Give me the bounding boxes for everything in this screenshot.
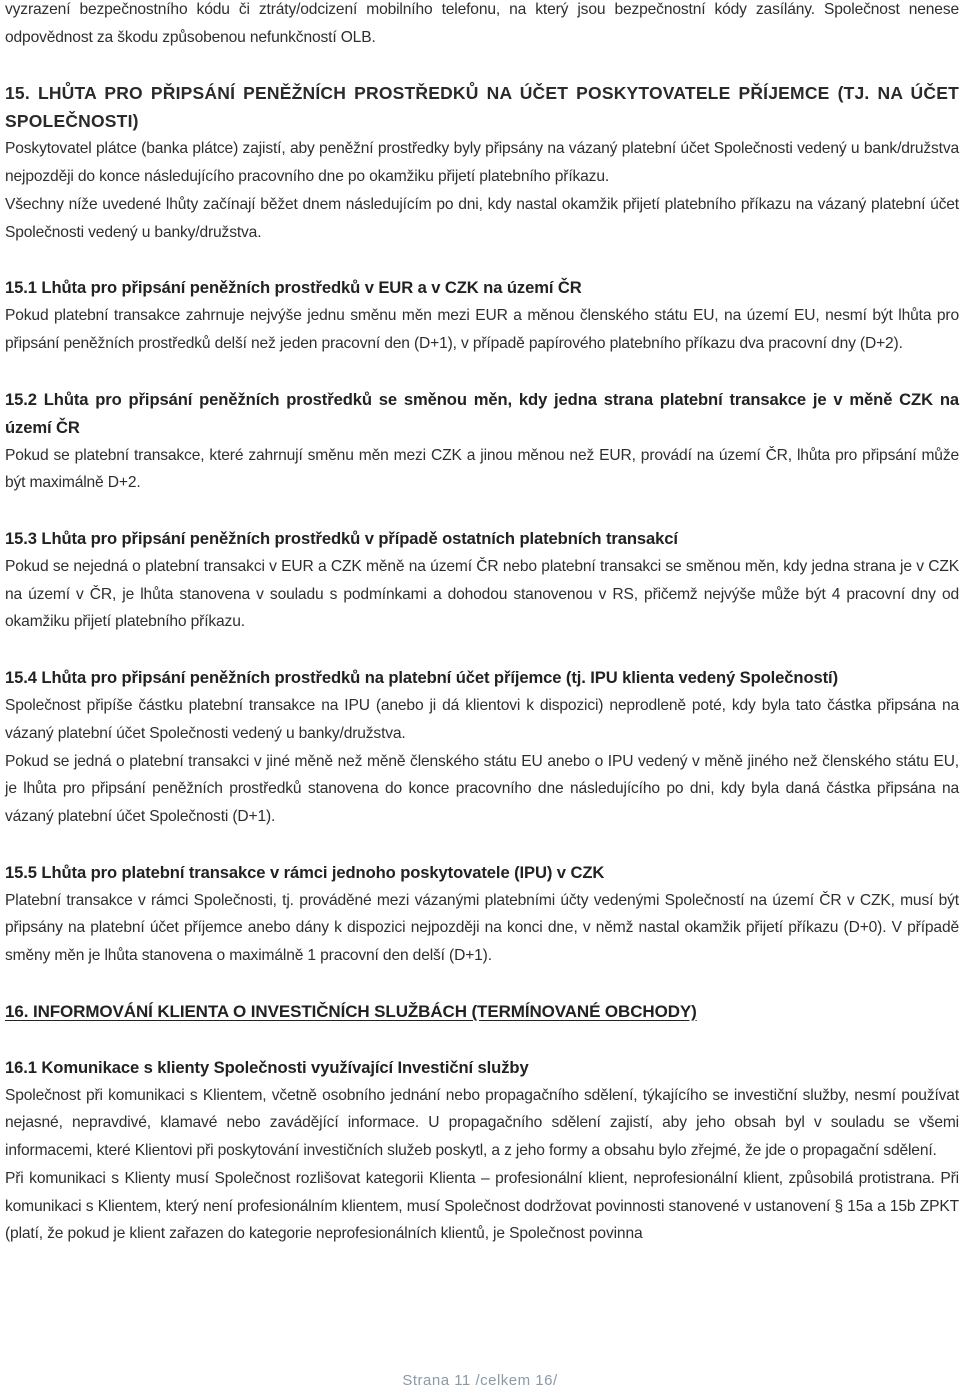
section-15-heading: 15. LHŮTA PRO PŘIPSÁNÍ PENĚŽNÍCH PROSTŘEDKŮ NA ÚČET POSKYTOVATELE PŘÍJEMCE (TJ. NA ÚČET SPOLEČNOSTI) [5, 83, 959, 132]
section-15-paragraph-2: Všechny níže uvedené lhůty začínají běžet dnem následujícím po dni, kdy nastal okamžik přijetí platebního příkazu na vázaný platební účet Společnosti vedený u banky/družstva. [5, 195, 959, 241]
spacer [5, 831, 959, 859]
section-16-1-heading: 16.1 Komunikace s klienty Společnosti využívající Investiční služby [5, 1057, 529, 1077]
section-15-3-heading: 15.3 Lhůta pro připsání peněžních prostředků v případě ostatních platebních transakcí [5, 529, 678, 549]
document-page [5, 0, 959, 1248]
section-16-1-paragraph-2: Při komunikaci s Klienty musí Společnost rozlišovat kategorii Klienta – profesionální klient, neprofesionální klient, způsobilá protistrana. Při komunikaci s Klientem, který není profesionálním klientem, musí Společnost dodržovat povinnosti stanovené v ustanovení § 15a a 15b ZPKT (platí, že pokud je klient zařazen do kategorie neprofesionálních klientů, je Společnost povinna [5, 1169, 959, 1243]
section-15-1-paragraph: Pokud platební transakce zahrnuje nejvýše jednu směnu měn mezi EUR a měnou členského státu EU, na území EU, nesmí být lhůta pro připsání peněžních prostředků delší než jeden pracovní den (D+1), v případě papírového platebního příkazu dva pracovní dny (D+2). [5, 307, 959, 352]
section-15-2-paragraph: Pokud se platební transakce, které zahrnují směnu měn mezi CZK a jinou měnou než EUR, provádí na území ČR, lhůta pro připsání může být maximálně D+2. [5, 446, 959, 492]
spacer [5, 636, 959, 664]
spacer [5, 1026, 959, 1054]
section-15-2-heading: 15.2 Lhůta pro připsání peněžních prostředků se směnou měn, kdy jedna strana platební transakce je v měně CZK na území ČR [5, 389, 959, 437]
section-16-heading: 16. INFORMOVÁNÍ KLIENTA O INVESTIČNÍCH SLUŽBÁCH (TERMÍNOVANÉ OBCHODY) [5, 1001, 697, 1021]
spacer [5, 970, 959, 998]
spacer [5, 246, 959, 274]
section-15-4-paragraph-2: Pokud se jedná o platební transakci v jiné měně než měně členského státu EU anebo o IPU vedený v měně jiného než členského státu EU, je lhůta pro připsání peněžních prostředků stanovena do konce pracovního dne následujícího po dni, kdy byla daná částka připsána na vázaný platební účet Společnosti (D+1). [5, 752, 959, 825]
intro-paragraph: vyzrazení bezpečnostního kódu či ztráty/odcizení mobilního telefonu, na který jsou bezpečnostní kódy zasílány. Společnost nenese odpovědnost za škodu způsobenou nefunkčností OLB. [5, 1, 959, 46]
page-number-footer: Strana 11 /celkem 16/ [402, 1372, 558, 1389]
spacer [5, 51, 959, 79]
section-15-5-paragraph: Platební transakce v rámci Společnosti, tj. prováděné mezi vázanými platebními účty vedenými Společností na území ČR v CZK, musí být připsány na platební účet příjemce anebo dány k dispozici nejpozději na konci dne, v němž nastal okamžik přijetí příkazu (D+0). V případě směny měn je lhůta stanovena o maximálně 1 pracovní den delší (D+1). [5, 891, 959, 965]
section-15-4-heading: 15.4 Lhůta pro připsání peněžních prostředků na platební účet příjemce (tj. IPU klienta vedený Společností) [5, 668, 838, 688]
section-15-1-heading: 15.1 Lhůta pro připsání peněžních prostředků v EUR a v CZK na území ČR [5, 278, 582, 298]
spacer [5, 497, 959, 525]
section-16-1-paragraph-1: Společnost při komunikaci s Klientem, včetně osobního jednání nebo propagačního sdělení, týkajícího se investiční služby, nesmí používat nejasné, nepravdivé, klamavé nebo zavádějící informace. U propagačního sdělení zajistí, aby jeho obsah byl v souladu se všemi informacemi, které Klientovi při poskytování investičních služeb poskytl, a z jeho formy a obsahu bylo zřejmé, že jde o propagační sdělení. [5, 1086, 959, 1160]
spacer [5, 358, 959, 386]
section-15-4-paragraph-1: Společnost připíše částku platební transakce na IPU (anebo ji dá klientovi k dispozici) neprodleně poté, kdy byla tato částka připsána na vázaný platební účet Společnosti vedený u banky/družstva. [5, 697, 959, 742]
section-15-3-paragraph: Pokud se nejedná o platební transakci v EUR a CZK měně na území ČR nebo platební transakci se směnou měn, kdy jedna strana je v CZK na území v ČR, je lhůta stanovena v souladu s podmínkami a dohodou stanovenou v RS, přičemž nejvýše může být 4 pracovní dny od okamžiku přijetí platebního příkazu. [5, 558, 959, 631]
section-15-5-heading: 15.5 Lhůta pro platební transakce v rámci jednoho poskytovatele (IPU) v CZK [5, 862, 605, 882]
section-15-paragraph-1: Poskytovatel plátce (banka plátce) zajistí, aby peněžní prostředky byly připsány na vázaný platební účet Společnosti vedený u bank/družstva nejpozději do konce následujícího pracovního dne po okamžiku přijetí platebního příkazu. [5, 140, 959, 186]
